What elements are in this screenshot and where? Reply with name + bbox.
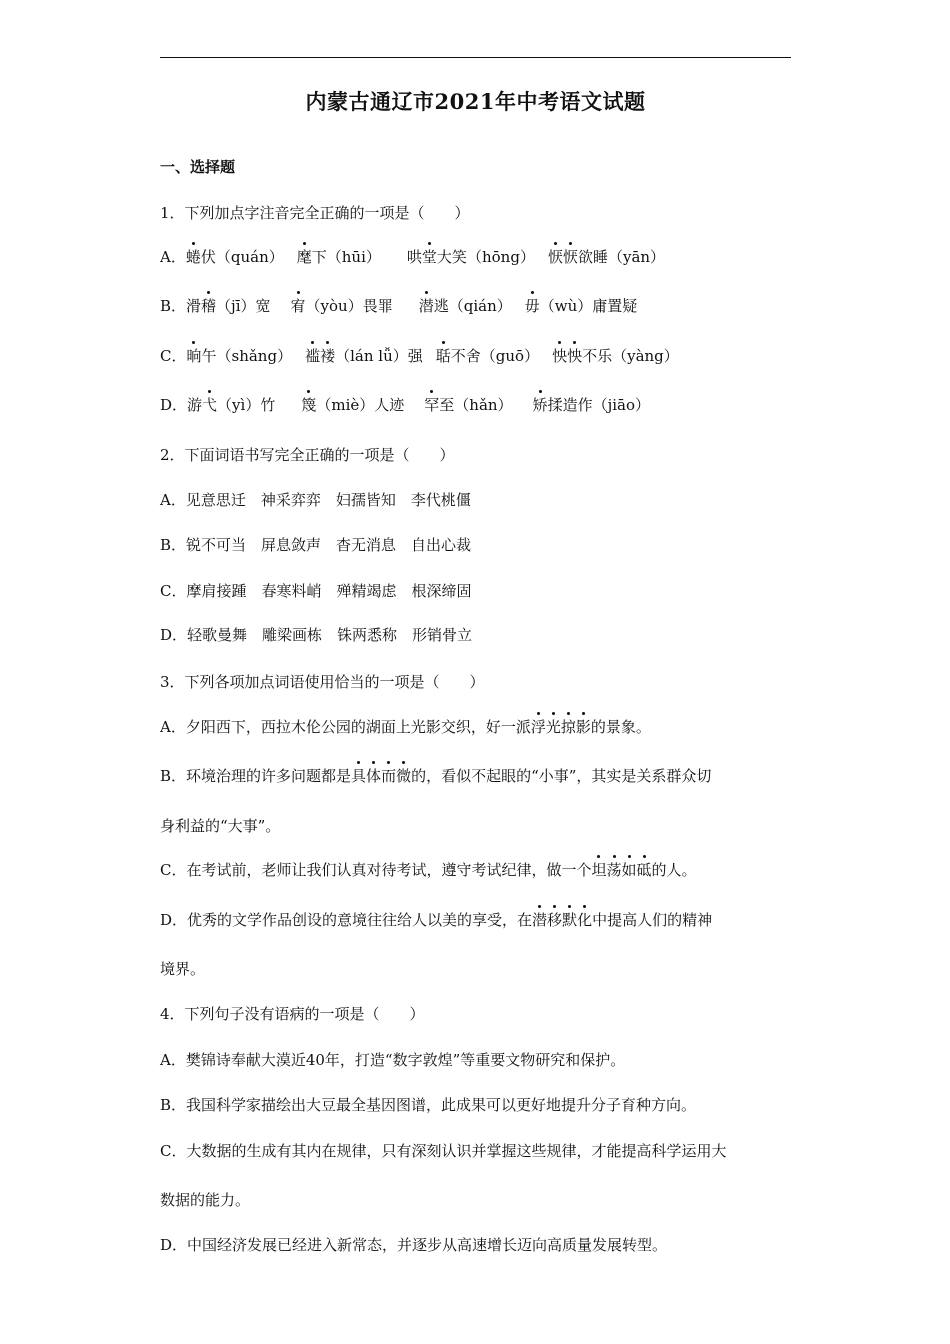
line-text: 境界。	[160, 960, 206, 978]
question-line	[160, 669, 800, 695]
emphasized-text: 麾	[297, 244, 312, 270]
line-text: 哄堂大笑（hōng）	[407, 244, 535, 270]
line-text: 3．下列各项加点词语使用恰当的一项是（ ）	[160, 673, 485, 691]
question-line	[160, 200, 800, 226]
line-text: 午（shǎng）	[201, 347, 293, 365]
line-text: （miè）	[316, 396, 375, 414]
question-line	[160, 1001, 800, 1027]
line-text: B．滑	[160, 297, 202, 315]
line-text: 4．下列句子没有语病的一项是（ ）	[160, 1005, 425, 1023]
line-text: 不舍（guō）	[450, 347, 540, 365]
line-text: D．优秀的文学作品创设的意境往往给人以美的享受，在	[160, 911, 533, 929]
line-text: 逃（qián）	[433, 297, 512, 315]
question-line	[160, 442, 800, 468]
line-text: 伏（quán）	[200, 248, 284, 266]
question-line	[160, 532, 800, 558]
question-line	[160, 1047, 800, 1073]
emphasized-text: 褴褛	[305, 343, 335, 369]
line-text: （jī）	[216, 297, 256, 315]
emphasized-text: 毋	[525, 293, 540, 319]
line-text: 畏罪	[362, 297, 393, 315]
line-text: 至（hǎn）	[439, 396, 513, 414]
question-line	[160, 392, 800, 418]
line-text: C．大数据的生成有其内在规律，只有深刻认识并掌握这些规律，才能提高科学运用大	[160, 1142, 727, 1160]
emphasized-text: 蜷	[186, 244, 201, 270]
section-heading: 一、选择题	[160, 158, 236, 176]
question-line	[160, 813, 800, 839]
emphasized-text: 晌	[186, 343, 201, 369]
question-line	[160, 487, 800, 513]
emphasized-text: 罕	[424, 392, 439, 418]
emphasized-text: 篾	[301, 392, 316, 418]
line-text: C．	[160, 347, 187, 365]
line-text: 1．下列加点字注音完全正确的一项是（ ）	[160, 204, 470, 222]
emphasized-text: 聒	[436, 343, 451, 369]
question-line	[160, 714, 800, 740]
line-text: （yì）	[217, 396, 261, 414]
emphasized-text: 具体而微	[351, 763, 411, 789]
emphasized-text: 宥	[291, 293, 306, 319]
question-line	[160, 1092, 800, 1118]
question-line	[160, 578, 800, 604]
line-text: C．在考试前，老师让我们认真对待考试，遵守考试纪律，做一个	[160, 861, 592, 879]
line-text: A．	[160, 248, 186, 266]
question-line	[160, 907, 800, 933]
question-line	[160, 1138, 800, 1164]
question-line	[160, 763, 800, 789]
question-line	[160, 622, 800, 648]
emphasized-text: 潜	[419, 293, 434, 319]
line-text: 中提高人们的精神	[592, 911, 713, 929]
page-title: 内蒙古通辽市2021年中考语文试题	[305, 89, 646, 114]
line-text: 揉造作（jiāo）	[547, 396, 651, 414]
line-text: 竹	[260, 396, 276, 414]
emphasized-text: 矫	[533, 392, 548, 418]
line-text: D．轻歌曼舞 雕梁画栋 铢两悉称 形销骨立	[160, 626, 473, 644]
line-text: 人迹	[374, 396, 405, 414]
line-text: 强	[407, 347, 423, 365]
line-text: 数据的能力。	[160, 1191, 251, 1209]
question-line	[160, 1232, 800, 1258]
line-text: A．樊锦诗奉献大漠近40年，打造“数字敦煌”等重要文物研究和保护。	[160, 1051, 626, 1069]
line-text: 不乐（yàng）	[582, 347, 679, 365]
line-text: 宽	[255, 297, 271, 315]
line-text: 身利益的“大事”。	[160, 817, 281, 835]
line-text: 的景象。	[590, 718, 651, 736]
line-text: 的，看似不起眼的“小事”，其实是关系群众切	[411, 767, 712, 785]
line-text: （yòu）	[305, 297, 363, 315]
line-text: （wù）庸置疑	[539, 297, 638, 315]
line-text: D．中国经济发展已经进入新常态，并逐步从高速增长迈向高质量发展转型。	[160, 1236, 668, 1254]
emphasized-text: 恹恹	[548, 244, 578, 270]
question-line	[160, 244, 800, 270]
line-text: C．摩肩接踵 春寒料峭 殚精竭虑 根深缔固	[160, 582, 472, 600]
emphasized-text: 潜移默化	[532, 907, 592, 933]
line-text: D．游	[160, 396, 203, 414]
emphasized-text: 弋	[202, 392, 217, 418]
line-text: 的人。	[651, 861, 697, 879]
emphasized-text: 怏怏	[552, 343, 582, 369]
line-text: （lán lǚ）	[335, 347, 408, 365]
question-line	[160, 293, 800, 319]
line-text: 欲睡（yān）	[577, 248, 666, 266]
question-line	[160, 956, 800, 982]
question-line	[160, 857, 800, 883]
emphasized-text: 浮光掠影	[531, 714, 591, 740]
line-text: 下（hūi）	[311, 248, 381, 266]
emphasized-text: 坦荡如砥	[591, 857, 651, 883]
line-text: A．见意思迁 神采弈弈 妇孺皆知 李代桃僵	[160, 491, 471, 509]
line-text: B．锐不可当 屏息敛声 杳无消息 自出心裁	[160, 536, 472, 554]
line-text: B．我国科学家描绘出大豆最全基因图谱，此成果可以更好地提升分子育种方向。	[160, 1096, 697, 1114]
header-rule	[160, 57, 791, 58]
line-text: B．环境治理的许多问题都是	[160, 767, 352, 785]
question-line	[160, 1187, 800, 1213]
question-line	[160, 343, 800, 369]
line-text: 2．下面词语书写完全正确的一项是（ ）	[160, 446, 455, 464]
line-text: A．夕阳西下，西拉木伦公园的湖面上光影交织，好一派	[160, 718, 531, 736]
emphasized-text: 稽	[201, 293, 216, 319]
